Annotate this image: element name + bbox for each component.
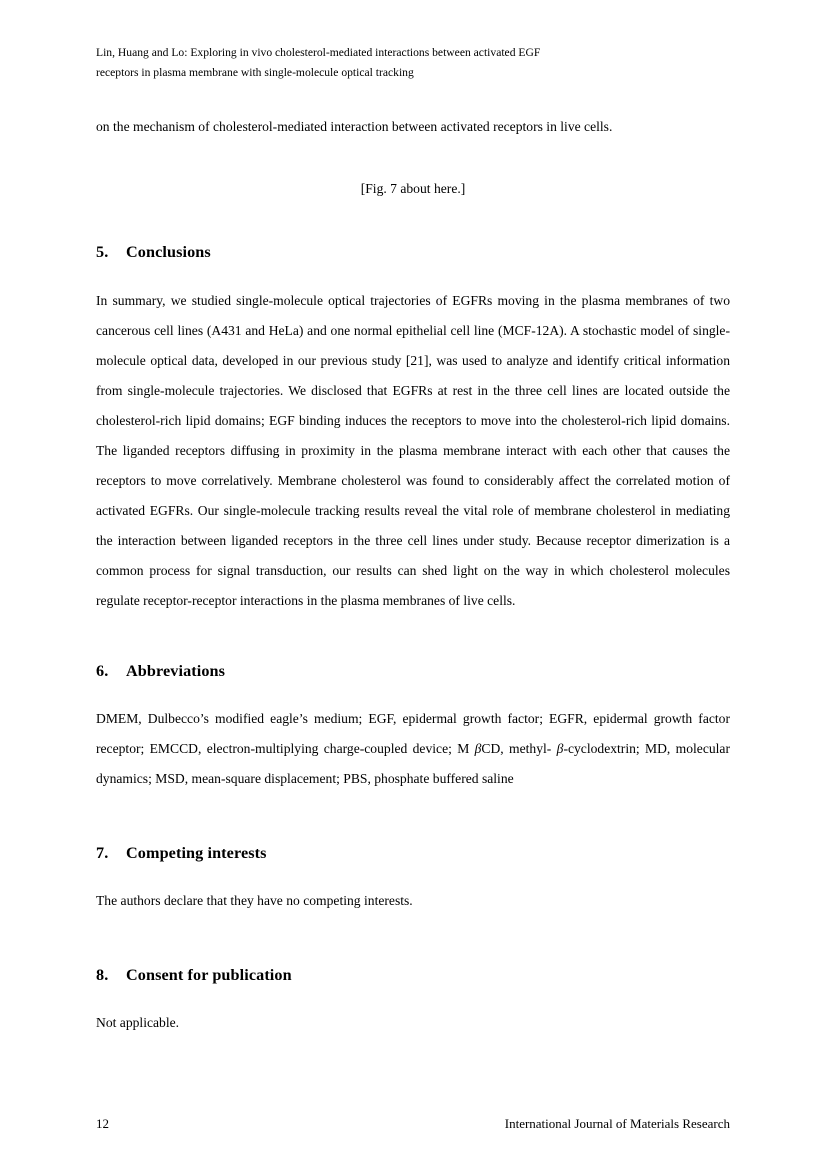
abbreviations-text-part-3: -cyclodextrin; MD, molecular dynamics; MSD, mean-square displacement; PBS, phosphate buffered saline: [96, 741, 730, 786]
section-heading-competing-interests: [96, 841, 730, 865]
spacer-before-figure-note: [96, 142, 730, 174]
section-title: Competing interests: [126, 844, 267, 862]
section-paragraph-competing-interests: The authors declare that they have no competing interests.: [96, 893, 413, 908]
spacer-before-section-5: [96, 204, 730, 240]
section-heading-consent: [96, 963, 730, 987]
spacer-before-section-7: [96, 794, 730, 841]
running-header-line-1: Lin, Huang and Lo: Exploring in vivo cholesterol-mediated interactions between activated EGF: [96, 46, 541, 59]
spacer-before-section-8: [96, 916, 730, 963]
continued-paragraph: on the mechanism of cholesterol-mediated interaction between activated receptors in live cells.: [96, 119, 613, 134]
running-header: [96, 43, 730, 83]
spacer-after-section-6: [96, 683, 730, 704]
abbreviations-text-part-2: CD, methyl-: [481, 741, 557, 756]
section-heading-conclusions: [96, 240, 730, 264]
page-number: 12: [96, 1116, 109, 1131]
spacer-after-section-5: [96, 264, 730, 286]
spacer-after-section-7: [96, 865, 730, 886]
section-number: 6.: [96, 662, 109, 680]
section-title: Abbreviations: [126, 662, 226, 680]
spacer-after-section-8: [96, 987, 730, 1008]
spacer-before-section-6: [96, 616, 730, 659]
section-paragraph-consent: Not applicable.: [96, 1015, 180, 1030]
journal-name: International Journal of Materials Research: [504, 1116, 730, 1131]
beta-symbol-1: β: [474, 741, 482, 756]
section-heading-abbreviations: [96, 659, 730, 683]
beta-symbol-2: β: [556, 741, 564, 756]
section-number: 5.: [96, 243, 109, 261]
page-footer: [96, 1113, 730, 1135]
section-number: 7.: [96, 844, 109, 862]
section-paragraph-abbreviations: [96, 704, 730, 794]
running-header-line-2: receptors in plasma membrane with single-molecule optical tracking: [96, 66, 414, 79]
section-title: Consent for publication: [126, 966, 292, 984]
section-title: Conclusions: [126, 243, 211, 261]
section-paragraph-conclusions: In summary, we studied single-molecule optical trajectories of EGFRs moving in the plasma membranes of two cancerous cell lines (A431 and HeLa) and one normal epithelial cell line (MCF-12A). A stochastic model of single-molecule optical data, developed in our previous study [21], was used to analyze and identify critical information from single-molecule trajectories. We disclosed that EGFRs at rest in the three cell lines are located outside the cholesterol-rich lipid domains; EGF binding induces the receptors to move into the cholesterol-rich lipid domains. The liganded receptors diffusing in proximity in the plasma membrane interact with each other that causes the receptors to move correlatively. Membrane cholesterol was found to considerably affect the correlated motion of activated EGFRs. Our single-molecule tracking results reveal the vital role of membrane cholesterol in mediating the interaction between liganded receptors in the three cell lines under study. Because receptor dimerization is a common process for signal transduction, our results can shed light on the way in which cholesterol molecules regulate receptor-receptor interactions in the plasma membranes of live cells.: [96, 293, 730, 608]
document-body: [96, 112, 730, 1038]
figure-placement-note: [Fig. 7 about here.]: [360, 181, 466, 196]
abbreviations-text-part-1: DMEM, Dulbecco’s modified eagle’s medium; EGF, epidermal growth factor; EGFR, epidermal growth factor receptor; EMCCD, electron-multiplying charge-coupled device; M: [96, 711, 730, 756]
section-number: 8.: [96, 966, 109, 984]
